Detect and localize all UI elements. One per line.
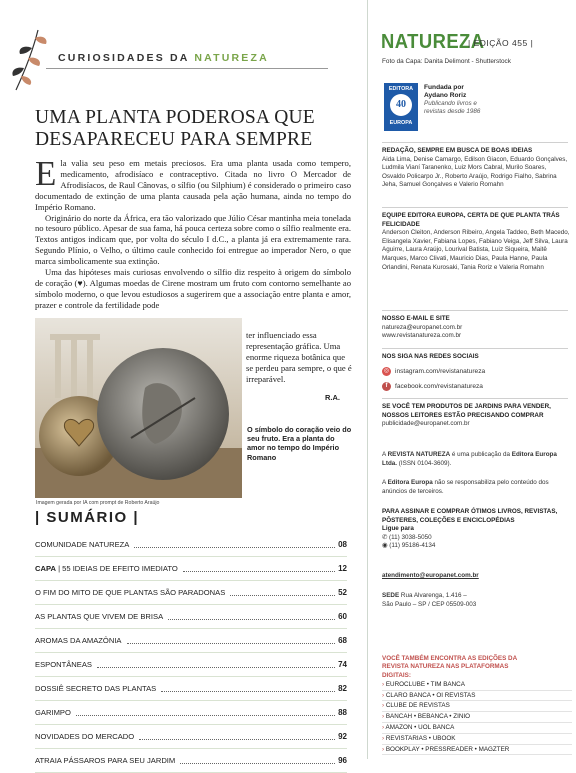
article-headline: UMA PLANTA PODEROSA QUE DESAPARECEU PARA SEMPRE bbox=[35, 107, 315, 150]
toc-item[interactable]: ATRAIA PÁSSAROS PARA SEU JARDIM 96 bbox=[35, 749, 347, 773]
toc-item[interactable]: GARIMPO 88 bbox=[35, 701, 347, 725]
table-of-contents bbox=[35, 533, 347, 773]
sede-address: SEDE Rua Alvarenga, 1.416 – São Paulo – SP / CEP 05509-003 bbox=[382, 592, 477, 608]
photo-caption: O símbolo do coração veio do seu fruto. Era a planta do amor no tempo do Império Romano bbox=[247, 425, 352, 462]
article-paragraph-1: la valia seu peso em metais preciosos. Era uma planta usada como tempero, medicamento, afrodisíaco e contraceptivo. Citada no livro O Mercador de Afrodisíacos, de Raul Cânovas, o sílfio (ou Silphium) é considerado o primeiro caso documentado de extinção de uma planta causada pela ação humana, ainda no tempo do Império Romano. bbox=[35, 158, 351, 212]
masthead-rule bbox=[382, 310, 568, 311]
platform-item: › CLARO BANCA • OI REVISTAS bbox=[382, 691, 572, 702]
masthead-rule bbox=[382, 207, 568, 208]
section-title: CURIOSIDADES DA NATUREZA bbox=[58, 52, 269, 64]
toc-item[interactable]: AS PLANTAS QUE VIVEM DE BRISA 60 bbox=[35, 605, 347, 629]
site-link[interactable]: www.revistanatureza.com.br bbox=[382, 332, 462, 340]
atendimento-email[interactable]: atendimento@europanet.com.br bbox=[382, 572, 479, 579]
toc-item[interactable]: ESPONTÂNEAS 74 bbox=[35, 653, 347, 677]
platforms-title: VOCÊ TAMBÉM ENCONTRA AS EDIÇÕES DA REVISTA NATUREZA NAS PLATAFORMAS DIGITAIS: bbox=[382, 655, 517, 679]
coin-photo bbox=[35, 318, 242, 498]
column-divider bbox=[367, 0, 368, 759]
publicidade-email[interactable]: publicidade@europanet.com.br bbox=[382, 420, 470, 428]
article-body bbox=[35, 154, 351, 311]
magazine-logo: NATUREZA bbox=[381, 31, 485, 53]
platform-item: › BANCAH • BEBANCA • ZINIO bbox=[382, 712, 572, 723]
platform-item: › BOOKPLAY • PRESSREADER • MAGZTER bbox=[382, 745, 572, 756]
toc-item[interactable]: O FIM DO MITO DE QUE PLANTAS SÃO PARADONAS 52 bbox=[35, 581, 347, 605]
instagram-icon: ◎ bbox=[383, 368, 390, 374]
jardins-section: SE VOCÊ TEM PRODUTOS DE JARDINS PARA VENDER, NOSSOS LEITORES ESTÃO PRECISANDO COMPRAR publicidade@europanet.com.br bbox=[382, 403, 570, 429]
subscription-section: PARA ASSINAR E COMPRAR ÓTIMOS LIVROS, REVISTAS, PÔSTERES, COLEÇÕES E ENCICLOPÉDIAS Ligue para ✆ (11) 3038-5050 ◉ (11) 95186-4134 bbox=[382, 508, 570, 551]
instagram-link[interactable]: ◎ instagram.com/revistanatureza bbox=[383, 368, 486, 375]
founder-info: Fundada por Aydano Roriz Publicando livros e revistas desde 1986 bbox=[424, 84, 481, 115]
phone-number[interactable]: ✆ (11) 3038-5050 bbox=[382, 533, 432, 541]
responsibility-note: A Editora Europa não se responsabiliza pelo conteúdo dos anúncios de terceiros. bbox=[382, 479, 549, 495]
redacao-section: REDAÇÃO, SEMPRE EM BUSCA DE BOAS IDEIAS Aida Lima, Denise Camargo, Edilson Giacon, Eduardo Gonçalves, Ludmila Vianí Taranenko, Luiz Mors Cabral, Murilo Soares, Osvaldo Policarpo Jr., Roberto Araújo, Rodrigo Fialho, Sabrina Jeha, Samuel Gonçalves e Valerio Romahn bbox=[382, 147, 568, 189]
author-signature: R.A. bbox=[325, 393, 340, 402]
masthead-rule bbox=[382, 348, 568, 349]
whatsapp-icon: ◉ bbox=[382, 542, 390, 550]
facebook-link[interactable]: f facebook.com/revistanatureza bbox=[382, 382, 483, 391]
toc-item[interactable]: NOVIDADES DO MERCADO 92 bbox=[35, 725, 347, 749]
cover-photo-credit: Foto da Capa: Danita Delimont - Shutterstock bbox=[382, 58, 511, 65]
toc-item[interactable]: COMUNIDADE NATUREZA 08 bbox=[35, 533, 347, 557]
edition-number: | EDIÇÃO 455 | bbox=[468, 38, 534, 48]
article-paragraph-3-continued: ter influenciado essa representação gráfica. Uma enorme riqueza botânica que se perdeu para sempre, o que é irreparável. bbox=[246, 330, 352, 384]
toc-item[interactable]: CAPA | 55 IDEIAS DE EFEITO IMEDIATO 12 bbox=[35, 557, 347, 581]
equipe-section: EQUIPE EDITORA EUROPA, CERTA DE QUE PLANTA TRÁS FELICIDADE Anderson Cleiton, Anderson Ribeiro, Angela Taddeo, Beth Macedo, Elisangela Xavier, Fabiana Lopes, Fabiano Veiga, Jeff Silva, Laura Aguirre, Laura Araújo, Lourival Batista, Luiz Siqueira, Maitê Marques, Marco Clivati, Mauricio Dias, Paula Hanne, Paula Orlandini, Renata Kurosaki, Tania Roriz e Valeria Romahn bbox=[382, 212, 570, 271]
drop-cap: E bbox=[35, 154, 57, 193]
platform-item: › REVISTARIAS • UBOOK bbox=[382, 734, 572, 745]
digital-platforms bbox=[382, 655, 572, 755]
editora-europa-badge: EDITORA 40 EUROPA bbox=[384, 83, 418, 131]
masthead-rule bbox=[382, 142, 568, 143]
platform-item: › CLUBE DE REVISTAS bbox=[382, 701, 572, 712]
platform-item: › EUROCLUBE • TIM BANCA bbox=[382, 680, 572, 691]
header-rule bbox=[46, 68, 328, 69]
article-paragraph-2: Originário do norte da África, era tão valorizado que Júlio César mantinha meia tonelada no tesouro público. Apesar de sua fama, há pouca certeza sobre como o sílfio realmente era. Textos antigos indicam que, por volta do século I d.C., a planta já era extremamente rara. Segundo Plínio, o Velho, o último caule conhecido foi entregue ao imperador Nero, o que marca simbolicamente sua extinção. bbox=[35, 212, 351, 267]
social-section-title: NOS SIGA NAS REDES SOCIAIS bbox=[382, 353, 479, 360]
publisher-note: A REVISTA NATUREZA é uma publicação da Editora Europa Ltda. (ISSN 0104-3609). bbox=[382, 451, 557, 467]
article-paragraph-3: Uma das hipóteses mais curiosas envolvendo o sílfio diz respeito à origem do símbolo de coração (♥). Algumas moedas de Cirene mostram um fruto com contorno semelhante ao símbolo moderno, o que levou estudiosos a sugerirem que a associação entre planta e amor, prazer e controle da fertilidade pode bbox=[35, 267, 351, 310]
masthead-rule bbox=[382, 398, 568, 399]
whatsapp-number[interactable]: ◉ (11) 95186-4134 bbox=[382, 542, 436, 550]
contact-section: NOSSO E-MAIL E SITE natureza@europanet.com.br www.revistanatureza.com.br bbox=[382, 315, 570, 341]
image-credit: Imagem gerada por IA com prompt de Roberto Araújo bbox=[36, 500, 160, 506]
platform-item: › AMAZON • UOL BANCA bbox=[382, 723, 572, 734]
sumario-title: | SUMÁRIO | bbox=[35, 509, 140, 526]
toc-item[interactable]: AROMAS DA AMAZÔNIA 68 bbox=[35, 629, 347, 653]
phone-icon: ✆ bbox=[382, 533, 390, 541]
facebook-icon: f bbox=[382, 382, 391, 391]
toc-item[interactable]: DOSSIÊ SECRETO DAS PLANTAS 82 bbox=[35, 677, 347, 701]
branch-ornament-icon bbox=[8, 26, 50, 94]
email-link[interactable]: natureza@europanet.com.br bbox=[382, 323, 463, 331]
